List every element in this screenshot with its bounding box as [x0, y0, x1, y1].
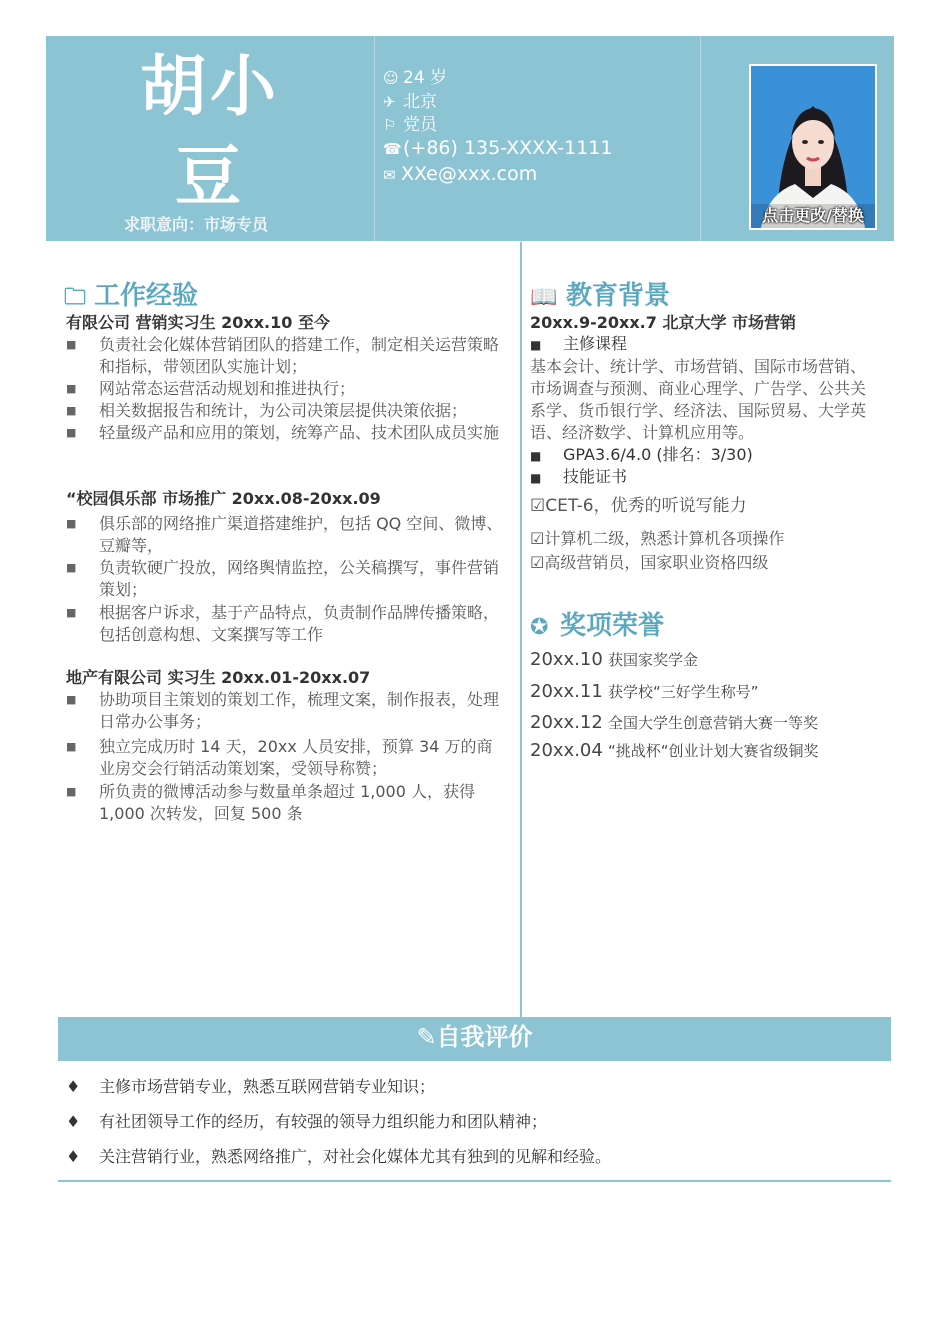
square-bullet-icon: ■ — [66, 517, 77, 530]
email-value: XXe@xxx.com — [401, 163, 538, 185]
cert-item: ☑高级营销员，国家职业资格四级 — [530, 553, 769, 572]
star-badge-icon: ✪ — [530, 615, 549, 640]
list-item: ■ 独立完成历时 14 天，20xx 人员安排，预算 34 万的商业房交会行销活动策划案，受领导称赞； — [66, 737, 493, 778]
flag-icon: ⚐ — [383, 116, 397, 134]
profile-photo[interactable] — [749, 64, 877, 230]
self-eval-item: ♦ 关注营销行业，熟悉网络推广，对社会化媒体尤其有独到的见解和经验。 — [66, 1147, 612, 1166]
age-row — [383, 67, 447, 89]
self-eval-item: ♦ 主修市场营销专业，熟悉互联网营销专业知识； — [66, 1077, 436, 1096]
square-bullet-icon: ■ — [66, 404, 77, 417]
column-divider — [520, 242, 522, 1017]
award-item: 20xx.11 获学校“三好学生称号” — [530, 681, 759, 702]
header-divider — [700, 36, 701, 241]
awards-section-title: ✪ 奖项荣誉 — [530, 610, 664, 644]
list-item: ■ 相关数据报告和统计，为公司决策层提供决策依据； — [66, 401, 468, 420]
self-eval-banner — [58, 1017, 891, 1061]
list-item: ■ 网站常态运营活动规划和推进执行； — [66, 379, 356, 398]
pencil-icon: ✎ — [416, 1023, 437, 1051]
gpa-row: ■ GPA3.6/4.0 (排名：3/30) — [530, 444, 753, 467]
diamond-bullet-icon: ♦ — [66, 1147, 81, 1166]
cert-item: ☑CET-6，优秀的听说写能力 — [530, 496, 747, 516]
work-section-title: 🗀 工作经验 — [64, 280, 198, 314]
resume-header — [46, 36, 894, 241]
cert-item: ☑计算机二级，熟悉计算机各项操作 — [530, 529, 785, 548]
square-bullet-icon: ■ — [530, 338, 542, 352]
candidate-name: 胡小豆 — [140, 48, 280, 215]
square-bullet-icon: ■ — [66, 561, 77, 574]
party-value: 党员 — [403, 115, 437, 135]
smile-icon: ☺ — [383, 69, 399, 87]
courses-line: 系学、货币银行学、经济法、国际贸易、大学英 — [530, 401, 867, 420]
courses-line: 基本会计、统计学、市场营销、国际市场营销、 — [530, 357, 867, 376]
folder-icon: 🗀 — [64, 285, 87, 310]
square-bullet-icon: ■ — [66, 382, 77, 395]
square-bullet-icon: ■ — [530, 471, 542, 485]
list-item: ■ 俱乐部的网络推广渠道搭建维护，包括 QQ 空间、微博、豆瓣等， — [66, 514, 503, 555]
square-bullet-icon: ■ — [66, 426, 77, 439]
city-value: 北京 — [403, 92, 437, 112]
skills-label-row: ■ 技能证书 — [530, 466, 627, 489]
phone-icon: ☎ — [383, 140, 402, 158]
job-header: 地产有限公司 实习生 20xx.01-20xx.07 — [66, 668, 371, 687]
header-divider — [374, 36, 375, 241]
square-bullet-icon: ■ — [66, 693, 77, 706]
email-row — [383, 163, 537, 186]
award-item: 20xx.10 获国家奖学金 — [530, 649, 698, 670]
award-item: 20xx.04 “挑战杯“创业计划大赛省级铜奖 — [530, 740, 819, 761]
list-item: ■ 负责社会化媒体营销团队的搭建工作，制定相关运营策略和指标，带领团队实施计划； — [66, 335, 500, 376]
courses-line: 语、经济数学、计算机应用等。 — [530, 423, 755, 442]
courses-label-row: ■ 主修课程 — [530, 333, 627, 356]
education-section-title: 📖 教育背景 — [530, 280, 670, 314]
phone-value: (+86) 135-XXXX-1111 — [403, 137, 613, 159]
envelope-icon: ✉ — [383, 166, 396, 184]
square-bullet-icon: ■ — [66, 606, 77, 619]
party-row — [383, 114, 437, 136]
job-header: 有限公司 营销实习生 20xx.10 至今 — [66, 313, 330, 332]
plane-icon: ✈ — [383, 93, 396, 111]
award-item: 20xx.12 全国大学生创意营销大赛一等奖 — [530, 712, 818, 733]
square-bullet-icon: ■ — [66, 785, 77, 798]
job-header: “校园俱乐部 市场推广 20xx.08-20xx.09 — [66, 489, 381, 508]
job-intent: 求职意向：市场专员 — [124, 215, 269, 234]
list-item: ■ 轻量级产品和应用的策划，统筹产品、技术团队成员实施 — [66, 423, 500, 442]
square-bullet-icon: ■ — [66, 338, 77, 351]
list-item: ■ 负责软硬广投放，网络舆情监控，公关稿撰写，事件营销策划； — [66, 558, 500, 599]
city-row — [383, 91, 437, 113]
list-item: ■ 协助项目主策划的策划工作，梳理文案，制作报表，处理日常办公事务； — [66, 690, 500, 731]
education-header: 20xx.9-20xx.7 北京大学 市场营销 — [530, 313, 797, 332]
list-item: ■ 所负责的微博活动参与数量单条超过 1,000 人，获得 1,000 次转发，回复 500 条 — [66, 782, 475, 823]
bottom-divider — [58, 1180, 891, 1182]
diamond-bullet-icon: ♦ — [66, 1077, 81, 1096]
self-eval-title: ✎自我评价 — [416, 1023, 533, 1051]
square-bullet-icon: ■ — [66, 740, 77, 753]
age-value: 24 岁 — [403, 68, 448, 88]
list-item: ■ 根据客户诉求，基于产品特点，负责制作品牌传播策略，包括创意构想、文案撰写等工作 — [66, 603, 500, 644]
self-eval-item: ♦ 有社团领导工作的经历，有较强的领导力组织能力和团队精神； — [66, 1112, 548, 1131]
diamond-bullet-icon: ♦ — [66, 1112, 81, 1131]
courses-line: 市场调查与预测、商业心理学、广告学、公共关 — [530, 379, 867, 398]
phone-row — [383, 137, 612, 160]
photo-caption[interactable]: 点击更改/替换 — [751, 204, 875, 228]
square-bullet-icon: ■ — [530, 449, 542, 463]
book-icon: 📖 — [530, 285, 558, 310]
